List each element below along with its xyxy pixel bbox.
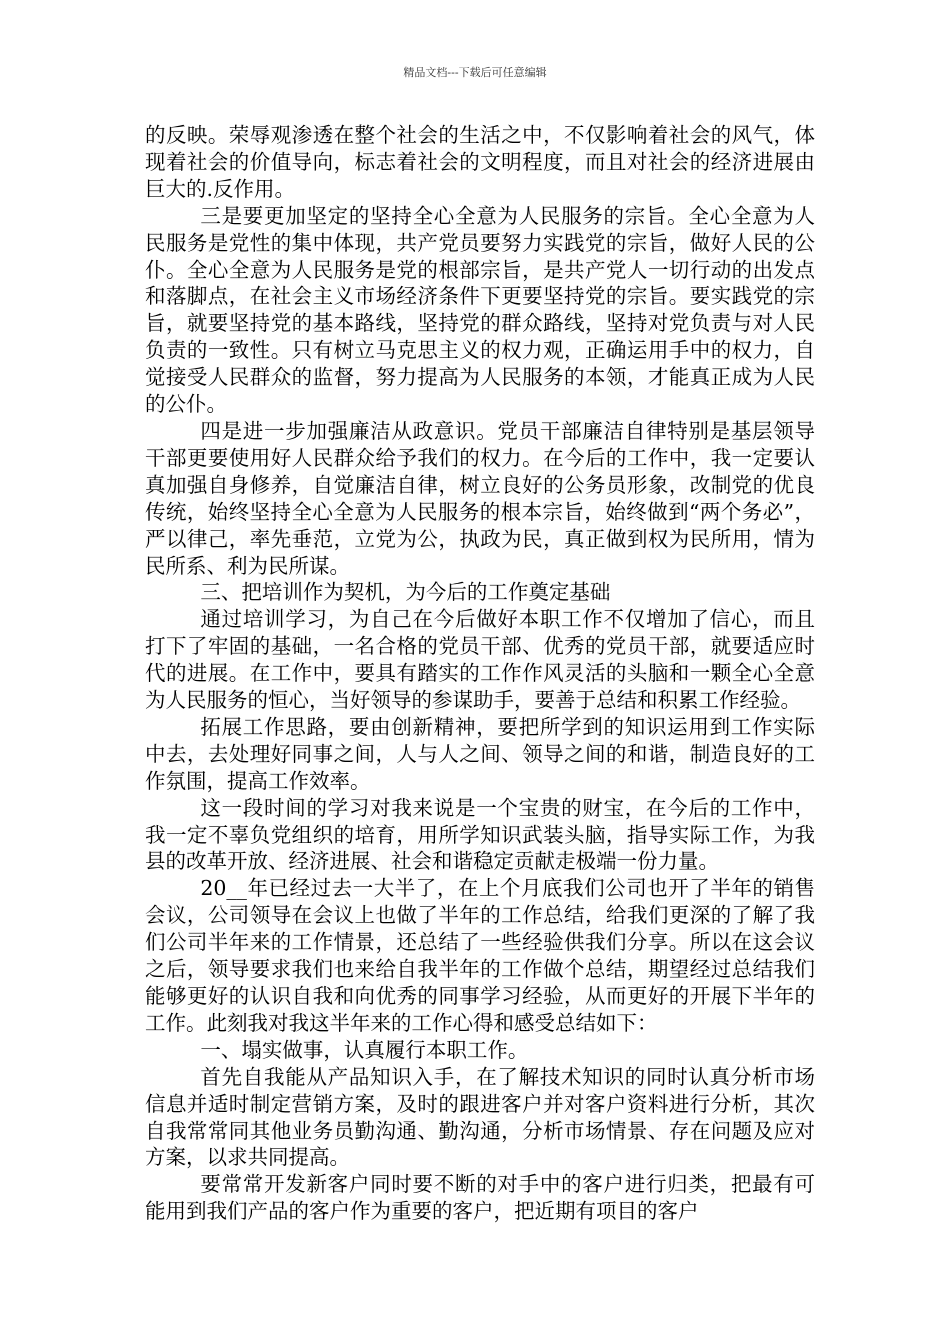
paragraph-continued: 的反映。荣辱观渗透在整个社会的生活之中，不仅影响着社会的风气，体现着社会的价值导向，标志着社会的文明程度，而且对社会的经济进展由巨大的.反作用。 [145, 123, 815, 201]
document-body [145, 122, 815, 1225]
section-heading-duties: 一、塌实做事，认真履行本职工作。 [200, 1037, 529, 1062]
paragraph-study-value: 这一段时间的学习对我来说是一个宝贵的财宝，在今后的工作中，我一定不辜负党组织的培育，用所学知识武装头脑，指导实际工作，为我县的改革开放、经济进展、社会和谐稳定贡献走极端一份力量。 [145, 795, 815, 874]
paragraph-product-knowledge: 首先自我能从产品知识入手，在了解技术知识的同时认真分析市场信息并适时制定营销方案，及时的跟进客户并对客户资料进行分析，其次自我常常同其他业务员勤沟通、勤沟通，分析市场情景、存在问题及应对方案，以求共同提高。 [145, 1064, 815, 1170]
section-heading-training: 三、把培训作为契机，为今后的工作奠定基础 [200, 580, 611, 605]
paragraph-serve-people: 三是要更加坚定的坚持全心全意为人民服务的宗旨。全心全意为人民服务是党性的集中体现，共产党员要努力实践党的宗旨，做好人民的公仆。全心全意为人民服务是党的根部宗旨，是共产党人一切行动的出发点和落脚点，在社会主义市场经济条件下更要坚持党的宗旨。要实践党的宗旨，就要坚持党的基本路线，坚持党的群众路线，坚持对党负责与对人民负责的一致性。只有树立马克思主义的权力观，正确运用手中的权力，自觉接受人民群众的监督，努力提高为人民服务的本领，才能真正成为人民的公仆。 [145, 203, 815, 417]
paragraph-new-clients: 要常常开发新客户同时要不断的对手中的客户进行归类，把最有可能用到我们产品的客户作为重要的客户，把近期有项目的客户 [145, 1172, 815, 1224]
paragraph-half-year: 20__年已经过去一大半了，在上个月底我们公司也开了半年的销售会议，公司领导在会议上也做了半年的工作总结，给我们更深的了解了我们公司半年来的工作情景，还总结了一些经验供我们分享。所以在这会议之后，领导要求我们也来给自我半年的工作做个总结，期望经过总结我们能够更好的认识自我和向优秀的同事学习经验，从而更好的开展下半年的工作。此刻我对我这半年来的工作心得和感受总结如下： [145, 876, 815, 1035]
paragraph-clean-governance: 四是进一步加强廉洁从政意识。党员干部廉洁自律特别是基层领导干部更要使用好人民群众给予我们的权力。在今后的工作中，我一定要认真加强自身修养，自觉廉洁自律，树立良好的公务员形象，改制党的优良传统，始终坚持全心全意为人民服务的根本宗旨，始终做到“两个务必”，严以律己，率先垂范，立党为公，执政为民，真正做到权为民所用，情为民所系、利为民所谋。 [145, 418, 815, 578]
paragraph-training: 通过培训学习，为自己在今后做好本职工作不仅增加了信心，而且打下了牢固的基础，一名合格的党员干部、优秀的党员干部，就要适应时代的进展。在工作中，要具有踏实的工作作风灵活的头脑和一颗全心全意为人民服务的恒心，当好领导的参谋助手，要善于总结和积累工作经验。 [145, 607, 815, 713]
paragraph-work-ideas: 拓展工作思路，要由创新精神，要把所学到的知识运用到工作实际中去，去处理好同事之间，人与人之间、领导之间的和谐，制造良好的工作氛围，提高工作效率。 [145, 714, 815, 793]
page-header: 精品文档---下载后可任意编辑 [403, 66, 547, 79]
